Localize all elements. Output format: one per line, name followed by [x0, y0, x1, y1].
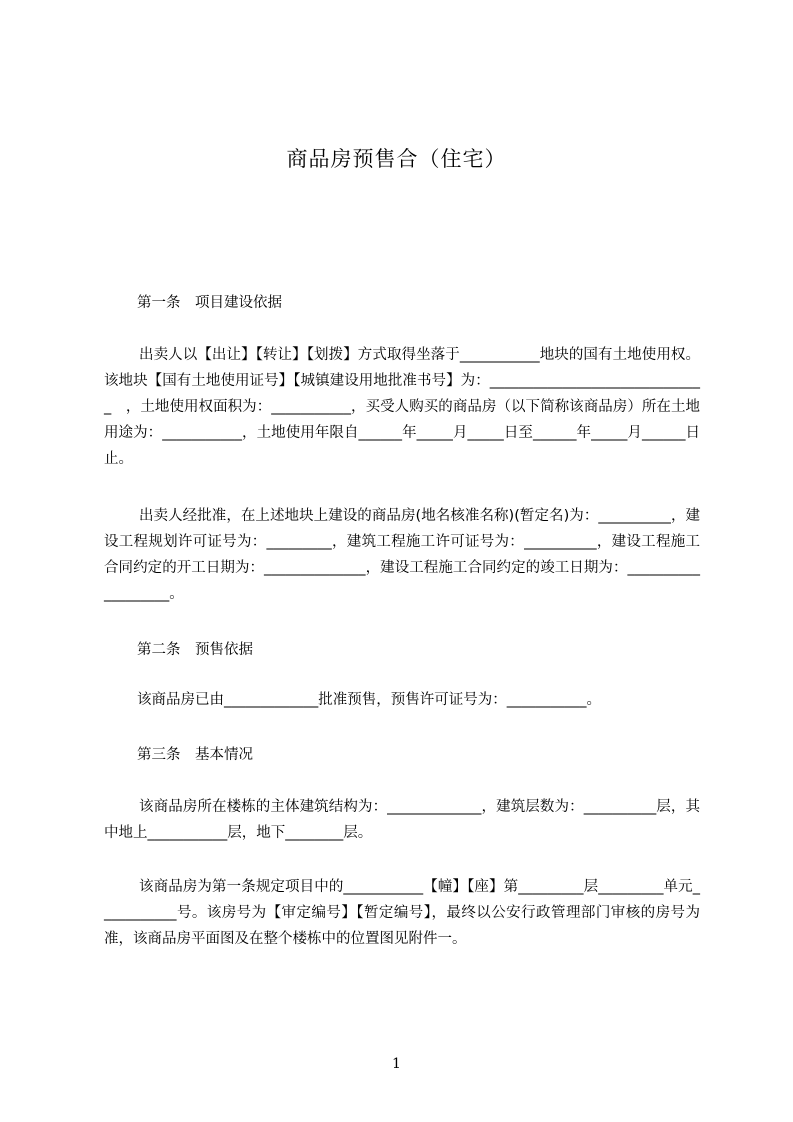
article-1-paragraph-1: 出卖人以【出让】【转让】【划拨】方式取得坐落于___________地块的国有土地使用权。该地块【国有土地使用证号】【城镇建设用地批准书号】为：______________________________ ，土地使用权面积为：___________，买受人购买的商品房（以下简称该商品房）所在土地用途为：___________，土地使用年限自______年_____月_____日至______年_____月______日止。	[104, 347, 700, 467]
article-1-heading: 第一条 项目建设依据	[137, 295, 282, 311]
document-title: 商品房预售合（住宅）	[286, 147, 507, 171]
article-3-heading: 第三条 基本情况	[137, 747, 253, 763]
page-number: 1	[392, 1056, 401, 1072]
article-3-paragraph-1: 该商品房所在楼栋的主体建筑结构为：_____________，建筑层数为：__________层，其中地上___________层，地下________层。	[104, 799, 700, 841]
article-1-paragraph-2: 出卖人经批准，在上述地块上建设的商品房(地名核准名称)(暂定名)为：__________，建设工程规划许可证号为：_________，建筑工程施工许可证号为：__________，建设工程施工合同约定的开工日期为：______________，建设工程施工合同约定的竣工日期为：___________________。	[104, 508, 700, 602]
article-2-paragraph-1: 该商品房已由_____________批准预售，预售许可证号为：___________。	[137, 692, 601, 708]
article-2-heading: 第二条 预售依据	[137, 642, 253, 658]
article-3-paragraph-2: 该商品房为第一条规定项目中的___________【幢】【座】第_________层_________单元___________号。该房号为【审定编号】【暂定编号】，最终以公安行政管理部门审核的房号为准，该商品房平面图及在整个楼栋中的位置图见附件一。	[104, 879, 700, 947]
